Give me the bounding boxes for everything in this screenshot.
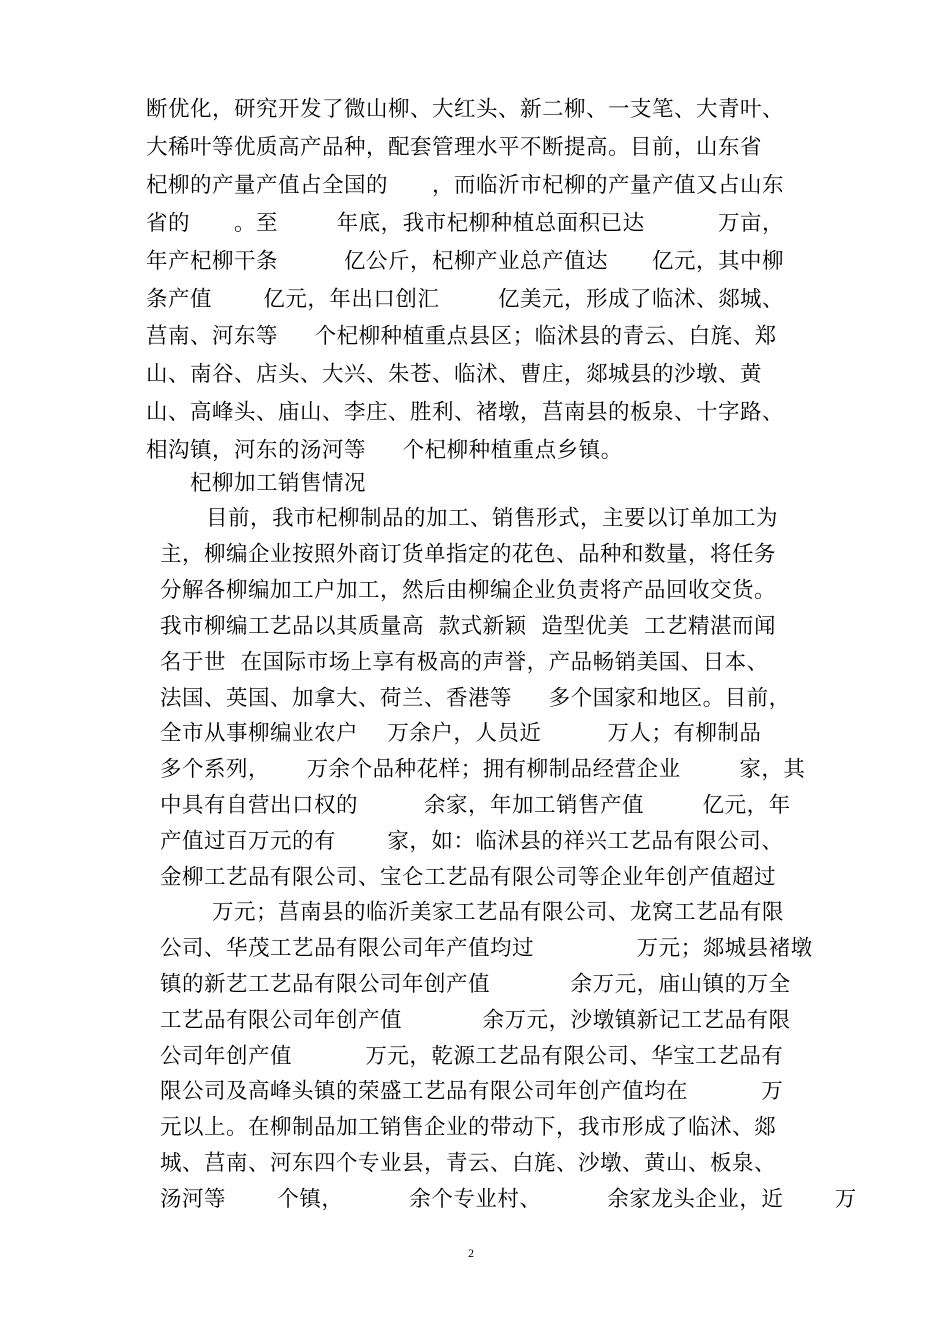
paragraph-1-line: 山、高峰头、庙山、李庄、胜利、褚墩，莒南县的板泉、十字路、: [146, 400, 785, 425]
paragraph-2-line: 全市从事柳编业农户 万余户，人员近 万人；有柳制品: [160, 721, 762, 746]
paragraph-2-line: 公司、华茂工艺品有限公司年产值均过 万元；郯城县褚墩: [160, 936, 813, 961]
paragraph-1-line: 山、南谷、店头、大兴、朱苍、临沭、曹庄，郯城县的沙墩、黄: [146, 362, 763, 387]
paragraph-2-line: 万元；莒南县的临沂美家工艺品有限公司、龙窝工艺品有限: [212, 900, 785, 925]
paragraph-2-line: 我市柳编工艺品以其质量高 款式新颖 造型优美 工艺精湛而闻: [160, 614, 777, 639]
page-number: 2: [468, 1246, 474, 1260]
paragraph-2-line: 目前，我市杞柳制品的加工、销售形式，主要以订单加工为: [206, 506, 779, 531]
paragraph-1-line: 断优化，研究开发了微山柳、大红头、新二柳、一支笔、大青叶、: [146, 97, 785, 122]
paragraph-2-line: 分解各柳编加工户加工，然后由柳编企业负责将产品回收交货。: [160, 578, 777, 603]
paragraph-2-line: 金柳工艺品有限公司、宝仑工艺品有限公司等企业年创产值超过: [160, 865, 777, 890]
paragraph-1-line: 莒南、河东等 个杞柳种植重点县区；临沭县的青云、白旄、郑: [146, 324, 777, 349]
paragraph-2-line: 中具有自营出口权的 余家，年加工销售产值 亿元，年: [160, 793, 791, 818]
section-heading: 杞柳加工销售情况: [190, 471, 367, 496]
paragraph-2-line: 汤河等 个镇， 余个专业村、 余家龙头企业，近 万: [160, 1187, 857, 1212]
paragraph-2-line: 产值过百万元的有 家，如：临沭县的祥兴工艺品有限公司、: [160, 829, 784, 854]
paragraph-2-line: 名于世 在国际市场上享有极高的声誉，产品畅销美国、日本、: [160, 650, 769, 675]
paragraph-1-line: 条产值 亿元，年出口创汇 亿美元，形成了临沭、郯城、: [146, 287, 785, 312]
paragraph-2-line: 公司年创产值 万元，乾源工艺品有限公司、华宝工艺品有: [160, 1044, 784, 1069]
paragraph-2-line: 主，柳编企业按照外商订货单指定的花色、品种和数量，将任务: [160, 542, 777, 567]
paragraph-2-line: 元以上。在柳制品加工销售企业的带动下，我市形成了临沭、郯: [160, 1115, 777, 1140]
paragraph-2-line: 多个系列， 万余个品种花样；拥有柳制品经营企业 家，其: [160, 757, 806, 782]
paragraph-1-line: 省的 。至 年底，我市杞柳种植总面积已达 万亩，: [146, 211, 785, 236]
paragraph-2-line: 法国、英国、加拿大、荷兰、香港等 多个国家和地区。目前，: [160, 686, 791, 711]
paragraph-2-line: 工艺品有限公司年创产值 余万元，沙墩镇新记工艺品有限: [160, 1008, 791, 1033]
paragraph-1-line: 杞柳的产量产值占全国的 ，而临沂市杞柳的产量产值又占山东: [146, 173, 785, 198]
paragraph-1-line: 大稀叶等优质高产品种，配套管理水平不断提高。目前，山东省: [146, 135, 763, 160]
paragraph-2-line: 限公司及高峰头镇的荣盛工艺品有限公司年创产值均在 万: [160, 1079, 784, 1104]
paragraph-1-line: 年产杞柳干条 亿公斤，杞柳产业总产值达 亿元，其中柳: [146, 249, 785, 274]
paragraph-2-line: 城、莒南、河东四个专业县，青云、白旄、沙墩、黄山、板泉、: [160, 1151, 777, 1176]
paragraph-1-line: 相沟镇，河东的汤河等 个杞柳种植重点乡镇。: [146, 438, 623, 463]
paragraph-2-line: 镇的新艺工艺品有限公司年创产值 余万元，庙山镇的万全: [160, 972, 791, 997]
